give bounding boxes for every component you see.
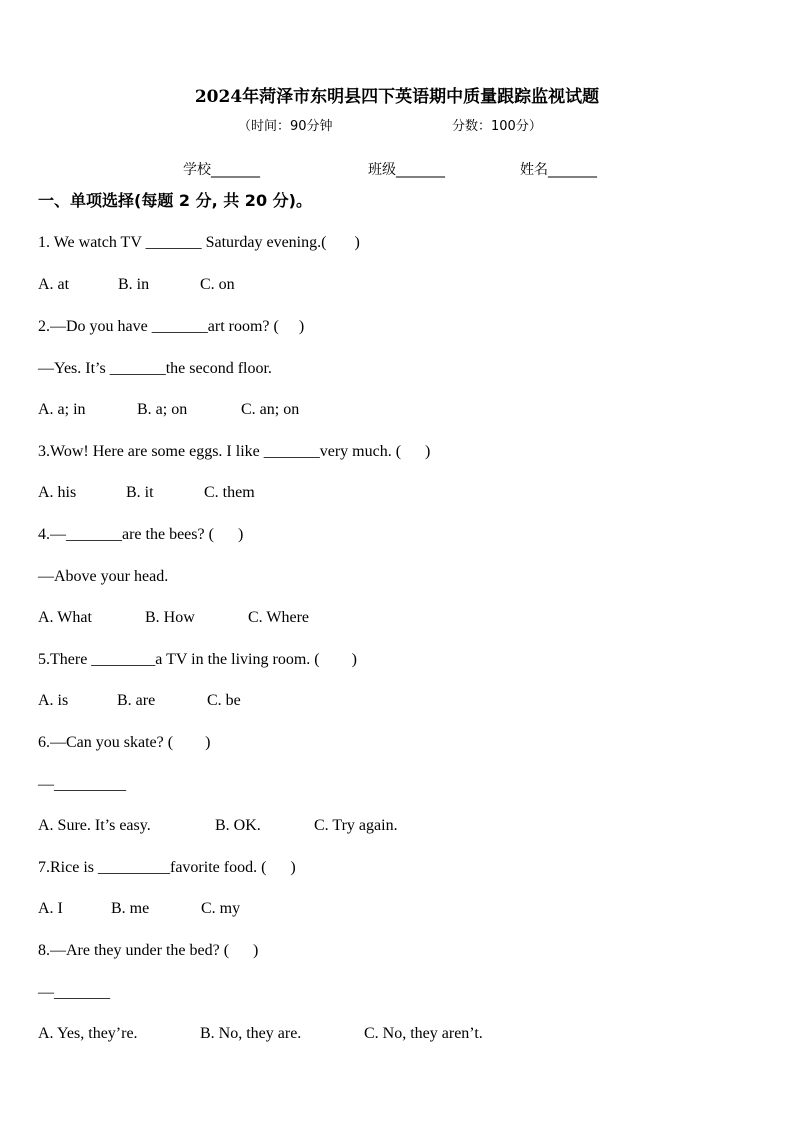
question-6-reply: —_________: [38, 776, 126, 793]
exam-time: （时间：90分钟: [238, 119, 333, 134]
question-2-option-a: A. a; in: [38, 401, 86, 418]
question-3-option-b: B. it: [126, 484, 154, 501]
question-7: 7.Rice is _________favorite food. ( ): [38, 859, 296, 876]
school-field: 学校_______: [183, 162, 260, 178]
question-5: 5.There ________a TV in the living room. ( ): [38, 651, 357, 668]
question-8-option-b: B. No, they are.: [200, 1025, 302, 1042]
question-2-option-b: B. a; on: [137, 401, 188, 418]
question-1-option-a: A. at: [38, 276, 70, 293]
question-7-option-a: A. I: [38, 900, 63, 917]
question-2: 2.—Do you have _______art room? ( ): [38, 318, 305, 335]
question-5-option-a: A. is: [38, 692, 69, 709]
exam-score: 分数：100分）: [452, 119, 542, 134]
name-field: 姓名_______: [520, 162, 597, 178]
question-5-option-b: B. are: [117, 692, 156, 709]
question-1-option-b: B. in: [118, 276, 150, 293]
class-field: 班级_______: [368, 162, 445, 178]
question-6: 6.—Can you skate? ( ): [38, 734, 211, 751]
question-2-option-c: C. an; on: [241, 401, 300, 418]
question-3: 3.Wow! Here are some eggs. I like _______very much. ( ): [38, 443, 431, 460]
question-7-option-c: C. my: [201, 900, 241, 917]
question-8: 8.—Are they under the bed? ( ): [38, 942, 259, 959]
question-4-option-a: A. What: [38, 609, 92, 626]
question-6-option-a: A. Sure. It’s easy.: [38, 817, 151, 834]
question-4-option-b: B. How: [145, 609, 195, 626]
question-3-option-c: C. them: [204, 484, 255, 501]
question-4-option-c: C. Where: [248, 609, 310, 626]
question-2-reply: —Yes. It’s _______the second floor.: [38, 360, 272, 377]
question-3-option-a: A. his: [38, 484, 77, 501]
question-8-option-c: C. No, they aren’t.: [364, 1025, 483, 1042]
question-1: 1. We watch TV _______ Saturday evening.( ): [38, 234, 360, 251]
question-6-option-b: B. OK.: [215, 817, 261, 834]
question-4: 4.—_______are the bees? ( ): [38, 526, 244, 543]
question-7-option-b: B. me: [111, 900, 150, 917]
question-8-option-a: A. Yes, they’re.: [38, 1025, 138, 1042]
exam-title: 2024年菏泽市东明县四下英语期中质量跟踪监视试题: [194, 87, 600, 107]
question-5-option-c: C. be: [207, 692, 241, 709]
question-1-option-c: C. on: [200, 276, 235, 293]
section-title: 一、单项选择(每题 2 分, 共 20 分)。: [38, 191, 312, 210]
question-6-option-c: C. Try again.: [314, 817, 398, 834]
question-8-reply: —_______: [38, 984, 110, 1001]
question-4-reply: —Above your head.: [38, 568, 169, 585]
